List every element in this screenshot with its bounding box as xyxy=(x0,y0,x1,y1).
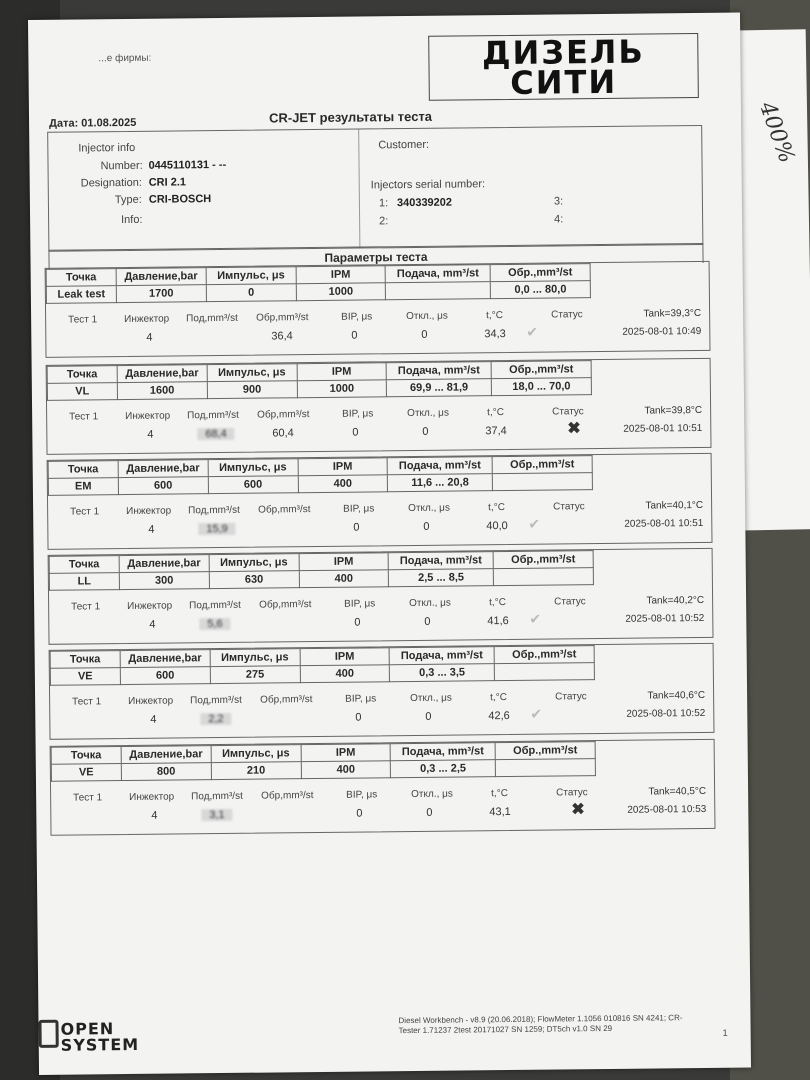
impulse-value: 275 xyxy=(210,666,300,684)
delivery-label: Под,mm³/st xyxy=(190,694,242,707)
injector-value: 4 xyxy=(147,428,154,441)
return-value: 36,4 xyxy=(271,330,293,343)
number-value: 0445110131 - -- xyxy=(148,158,227,172)
deviation-label: Откл., μs xyxy=(409,597,451,610)
point-value: Leak test xyxy=(46,286,116,304)
software-versions: Diesel Workbench - v8.9 (20.06.2018); FlowMeter 1.1056 010816 SN 4241; CR-Tester 1.71237 2test 20171027 SN 1259; DT5ch v1.0 SN 29 xyxy=(398,1013,683,1036)
serial-label: Injectors serial number: xyxy=(370,178,486,192)
designation-value: CRI 2.1 xyxy=(148,176,187,189)
return-range xyxy=(492,473,592,491)
test-block xyxy=(47,453,713,550)
tank-temperature: Tank=39,8°C xyxy=(644,404,703,417)
status-label: Статус xyxy=(551,309,583,321)
tank-temperature: Tank=39,3°C xyxy=(643,307,702,320)
temperature-value: 37,4 xyxy=(485,425,507,438)
logo-line-1: ДИЗЕЛЬ xyxy=(481,32,645,72)
tank-temperature: Tank=40,1°C xyxy=(645,499,704,512)
col-ipm: IPM xyxy=(299,553,389,571)
injector-label: Инжектор xyxy=(124,313,170,326)
test-report-page xyxy=(28,13,751,1075)
temperature-value: 34,3 xyxy=(484,328,506,341)
ipm-value: 400 xyxy=(301,761,391,779)
return-label: Обр,mm³/st xyxy=(259,599,312,611)
timestamp: 2025-08-01 10:51 xyxy=(624,517,704,530)
col-point: Точка xyxy=(48,461,118,479)
col-ipm: IPM xyxy=(300,648,390,666)
bip-value: 0 xyxy=(354,616,361,629)
test-label: Тест 1 xyxy=(71,601,101,613)
col-impulse: Импульс, μs xyxy=(209,554,299,572)
return-label: Обр,mm³/st xyxy=(260,694,313,706)
point-value: LL xyxy=(49,573,119,591)
col-ipm: IPM xyxy=(296,266,386,284)
test-block xyxy=(49,643,715,740)
injector-value: 4 xyxy=(148,523,155,536)
status-label: Статус xyxy=(553,501,585,513)
logo-mark-icon xyxy=(38,1020,58,1048)
check-icon: ✔ xyxy=(530,705,543,722)
ipm-value: 400 xyxy=(299,570,389,588)
deviation-label: Откл., μs xyxy=(411,788,453,801)
cross-icon: ✖ xyxy=(567,420,581,438)
delivery-range: 0,3 ... 3,5 xyxy=(390,664,495,682)
delivery-label: Под,mm³/st xyxy=(187,409,239,422)
col-delivery: Подача, mm³/st xyxy=(388,552,493,570)
return-range: 18,0 ... 70,0 xyxy=(491,378,591,396)
check-icon: ✔ xyxy=(529,610,542,627)
point-value: VE xyxy=(51,764,121,782)
status-label: Статус xyxy=(555,691,587,703)
injector-value: 4 xyxy=(150,713,157,726)
test-block xyxy=(45,261,711,358)
return-label: Обр,mm³/st xyxy=(258,504,311,516)
test-block xyxy=(50,739,716,836)
bip-value: 0 xyxy=(356,807,363,820)
serial-2-label: 2: xyxy=(379,215,389,228)
delivery-range: 11,6 ... 20,8 xyxy=(388,474,493,492)
pressure-value: 600 xyxy=(118,477,208,495)
deviation-label: Откл., μs xyxy=(407,407,449,420)
check-icon: ✔ xyxy=(528,515,541,532)
deviation-value: 0 xyxy=(421,328,428,341)
firm-label: ...е фирмы: xyxy=(98,52,152,65)
pressure-value: 1700 xyxy=(116,285,206,303)
col-impulse: Импульс, μs xyxy=(206,267,296,285)
impulse-value: 210 xyxy=(211,762,301,780)
info-label: Info: xyxy=(121,213,143,227)
injector-label: Инжектор xyxy=(127,600,173,612)
test-label: Тест 1 xyxy=(69,411,99,423)
return-range xyxy=(493,568,593,586)
return-value: 60,4 xyxy=(272,427,294,440)
return-label: Обр,mm³/st xyxy=(261,790,314,802)
test-label: Тест 1 xyxy=(73,792,103,804)
pressure-value: 300 xyxy=(119,572,209,590)
delivery-range: 69,9 ... 81,9 xyxy=(387,379,492,397)
col-delivery: Подача, mm³/st xyxy=(390,743,495,761)
col-pressure: Давление,bar xyxy=(118,460,208,478)
col-delivery: Подача, mm³/st xyxy=(386,362,491,380)
col-point: Точка xyxy=(49,556,119,574)
col-ipm: IPM xyxy=(297,363,387,381)
delivery-label: Под,mm³/st xyxy=(191,790,243,803)
col-impulse: Импульс, μs xyxy=(208,459,298,477)
impulse-value: 600 xyxy=(208,476,298,494)
footer-logo-line-1: OPEN xyxy=(60,1019,115,1039)
col-point: Точка xyxy=(51,747,121,765)
page-number: 1 xyxy=(722,1027,728,1038)
serial-4-label: 4: xyxy=(554,213,564,226)
temperature-label: t,°C xyxy=(487,407,504,419)
return-label: Обр,mm³/st xyxy=(256,312,309,324)
pressure-value: 1600 xyxy=(117,382,207,400)
temperature-value: 42,6 xyxy=(488,709,510,723)
delivery-value: 2,2 xyxy=(200,713,231,725)
col-pressure: Давление,bar xyxy=(119,555,209,573)
col-return: Обр.,mm³/st xyxy=(493,551,593,569)
bip-label: BIP, μs xyxy=(344,598,376,610)
injector-info-box xyxy=(47,125,703,252)
col-ipm: IPM xyxy=(298,458,388,476)
injector-value: 4 xyxy=(151,809,158,822)
col-point: Точка xyxy=(46,269,116,287)
ipm-value: 400 xyxy=(298,475,388,493)
test-header-table xyxy=(47,360,592,401)
col-delivery: Подача, mm³/st xyxy=(385,265,490,283)
injector-label: Инжектор xyxy=(128,695,174,707)
injector-label: Инжектор xyxy=(129,791,175,803)
col-pressure: Давление,bar xyxy=(121,746,211,764)
serial-1-value: 340339202 xyxy=(396,196,453,210)
point-value: EM xyxy=(48,478,118,496)
injector-value: 4 xyxy=(149,618,156,631)
temperature-label: t,°C xyxy=(488,502,505,514)
tank-temperature: Tank=40,2°C xyxy=(646,594,705,607)
injector-info-heading: Injector info xyxy=(78,141,136,155)
report-date: Дата: 01.08.2025 xyxy=(49,116,137,130)
return-range xyxy=(494,663,594,681)
injector-label: Инжектор xyxy=(125,410,171,423)
bip-label: BIP, μs xyxy=(346,789,378,801)
test-header-table xyxy=(50,645,595,686)
timestamp: 2025-08-01 10:51 xyxy=(623,422,703,435)
test-block xyxy=(46,358,712,455)
delivery-value: 15,9 xyxy=(198,523,236,535)
bip-value: 0 xyxy=(353,521,360,534)
impulse-value: 0 xyxy=(206,284,296,302)
injector-value: 4 xyxy=(146,331,153,344)
delivery-range: 0,3 ... 2,5 xyxy=(391,760,496,778)
point-value: VL xyxy=(47,383,117,401)
timestamp: 2025-08-01 10:49 xyxy=(622,325,702,338)
test-label: Тест 1 xyxy=(72,696,102,708)
temperature-label: t,°C xyxy=(489,597,506,609)
test-header-table xyxy=(49,550,594,591)
col-ipm: IPM xyxy=(301,744,391,762)
designation-label: Designation: xyxy=(80,176,142,190)
test-block xyxy=(48,548,714,645)
test-header-table xyxy=(46,263,591,304)
report-title: CR-JET результаты теста xyxy=(268,108,433,126)
deviation-value: 0 xyxy=(423,520,430,533)
bip-value: 0 xyxy=(351,329,358,342)
bip-label: BIP, μs xyxy=(341,311,373,323)
cross-icon: ✖ xyxy=(571,801,585,819)
temperature-value: 40,0 xyxy=(486,520,508,533)
delivery-label: Под,mm³/st xyxy=(189,599,241,612)
col-impulse: Импульс, μs xyxy=(207,364,297,382)
test-header-table xyxy=(48,455,593,496)
col-return: Обр.,mm³/st xyxy=(494,646,594,664)
return-range xyxy=(495,759,595,777)
footer-logo-line-2: SYSTEM xyxy=(60,1034,140,1055)
serial-1-label: 1: xyxy=(378,197,389,210)
temperature-value: 43,1 xyxy=(489,805,511,819)
bip-label: BIP, μs xyxy=(342,408,374,420)
delivery-label: Под,mm³/st xyxy=(186,312,238,325)
tank-temperature: Tank=40,5°C xyxy=(648,785,707,798)
serial-3-label: 3: xyxy=(553,195,564,208)
pressure-value: 600 xyxy=(120,667,210,685)
ipm-value: 400 xyxy=(300,665,390,683)
ipm-value: 1000 xyxy=(297,380,387,398)
col-point: Точка xyxy=(50,651,120,669)
deviation-value: 0 xyxy=(422,425,429,438)
ipm-value: 1000 xyxy=(296,283,386,301)
bip-value: 0 xyxy=(352,426,359,439)
delivery-range xyxy=(386,282,491,300)
col-delivery: Подача, mm³/st xyxy=(387,457,492,475)
timestamp: 2025-08-01 10:52 xyxy=(626,707,706,720)
status-label: Статус xyxy=(554,596,586,608)
col-point: Точка xyxy=(47,366,117,384)
check-icon: ✔ xyxy=(526,323,539,340)
impulse-value: 900 xyxy=(207,381,297,399)
logo-line-2: СИТИ xyxy=(510,62,618,102)
type-label: Type: xyxy=(114,193,142,207)
delivery-value: 68,4 xyxy=(197,428,235,440)
temperature-value: 41,6 xyxy=(487,614,509,628)
timestamp: 2025-08-01 10:53 xyxy=(627,803,707,816)
delivery-value: 3,1 xyxy=(201,809,232,821)
company-logo xyxy=(428,33,699,101)
handwritten-note: 400% xyxy=(753,98,799,167)
injector-label: Инжектор xyxy=(126,505,172,517)
pressure-value: 800 xyxy=(121,763,211,781)
status-label: Статус xyxy=(552,406,584,418)
deviation-label: Откл., μs xyxy=(410,692,452,705)
col-pressure: Давление,bar xyxy=(117,365,207,383)
temperature-label: t,°C xyxy=(491,788,508,800)
timestamp: 2025-08-01 10:52 xyxy=(625,612,705,625)
impulse-value: 630 xyxy=(209,571,299,589)
col-return: Обр.,mm³/st xyxy=(490,264,590,282)
col-delivery: Подача, mm³/st xyxy=(389,647,494,665)
temperature-label: t,°C xyxy=(490,692,507,704)
test-header-table xyxy=(51,741,596,782)
col-return: Обр.,mm³/st xyxy=(491,361,591,379)
bip-label: BIP, μs xyxy=(345,693,377,705)
test-label: Тест 1 xyxy=(70,506,100,518)
tank-temperature: Tank=40,6°C xyxy=(647,689,706,702)
bip-label: BIP, μs xyxy=(343,503,375,515)
point-value: VE xyxy=(50,668,120,686)
number-label: Number: xyxy=(100,159,143,173)
deviation-value: 0 xyxy=(425,710,432,723)
deviation-value: 0 xyxy=(424,615,431,628)
col-impulse: Импульс, μs xyxy=(211,745,301,763)
deviation-label: Откл., μs xyxy=(406,310,448,323)
delivery-range: 2,5 ... 8,5 xyxy=(389,569,494,587)
deviation-value: 0 xyxy=(426,806,433,819)
type-value: CRI-BOSCH xyxy=(148,193,212,206)
info-divider xyxy=(358,130,360,248)
delivery-value: 5,6 xyxy=(199,618,230,630)
bip-value: 0 xyxy=(355,711,362,724)
col-pressure: Давление,bar xyxy=(120,650,210,668)
customer-label: Customer: xyxy=(378,138,430,152)
return-range: 0,0 ... 80,0 xyxy=(490,281,590,299)
params-heading: Параметры теста xyxy=(48,243,703,270)
col-return: Обр.,mm³/st xyxy=(495,742,595,760)
deviation-label: Откл., μs xyxy=(408,502,450,515)
col-pressure: Давление,bar xyxy=(116,268,206,286)
col-impulse: Импульс, μs xyxy=(210,649,300,667)
status-label: Статус xyxy=(556,787,588,799)
delivery-label: Под,mm³/st xyxy=(188,504,240,517)
col-return: Обр.,mm³/st xyxy=(492,456,592,474)
test-label: Тест 1 xyxy=(68,314,98,326)
return-label: Обр,mm³/st xyxy=(257,409,310,421)
temperature-label: t,°C xyxy=(486,310,503,322)
